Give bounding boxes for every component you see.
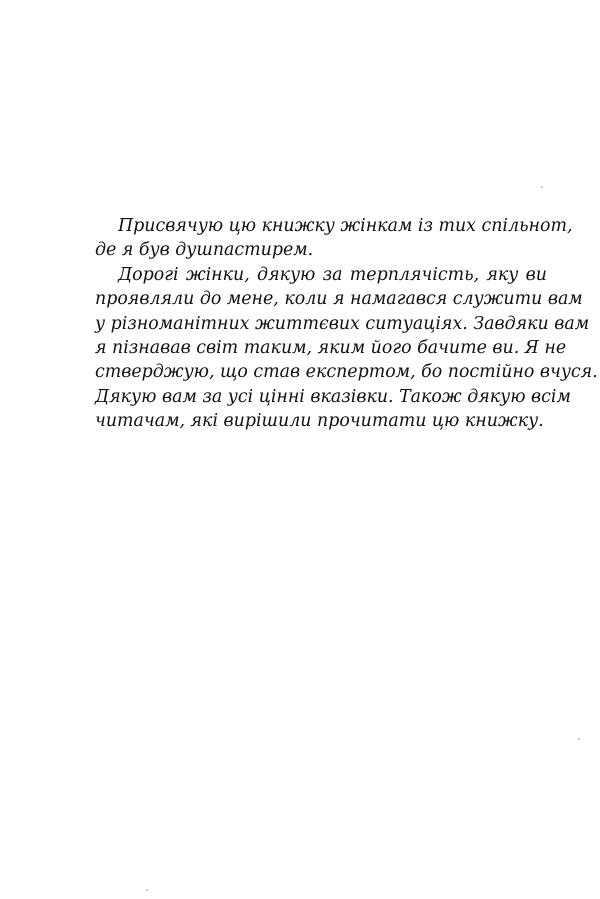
text-line: я пізнавав світ таким, яким його бачите ви. Я не — [95, 338, 567, 359]
dedication-text — [95, 214, 598, 434]
text-line: Присвячую цю книжку жінкам із тих спільнот, — [118, 216, 573, 236]
text-line: стверджую, що став експертом, бо постійно вчуся. — [95, 362, 598, 383]
paper-speck — [578, 738, 580, 740]
text-line: Дорогі жінки, дякую за терплячість, яку ви — [118, 264, 547, 285]
paper-speck — [146, 889, 148, 891]
text-line: проявляли до мене, коли я намагався служити вам — [95, 289, 583, 310]
text-line: у різноманітних життєвих ситуаціях. Завдяки вам — [95, 313, 590, 334]
dedication-paragraph-2 — [95, 263, 598, 434]
text-line: де я був душпастирем. — [95, 240, 314, 261]
text-line: читачам, які вирішили прочитати цю книжку. — [95, 411, 544, 432]
paper-speck — [541, 186, 543, 188]
text-line: Дякую вам за усі цінні вказівки. Також дякую всім — [95, 386, 571, 407]
dedication-paragraph-1 — [95, 214, 573, 263]
